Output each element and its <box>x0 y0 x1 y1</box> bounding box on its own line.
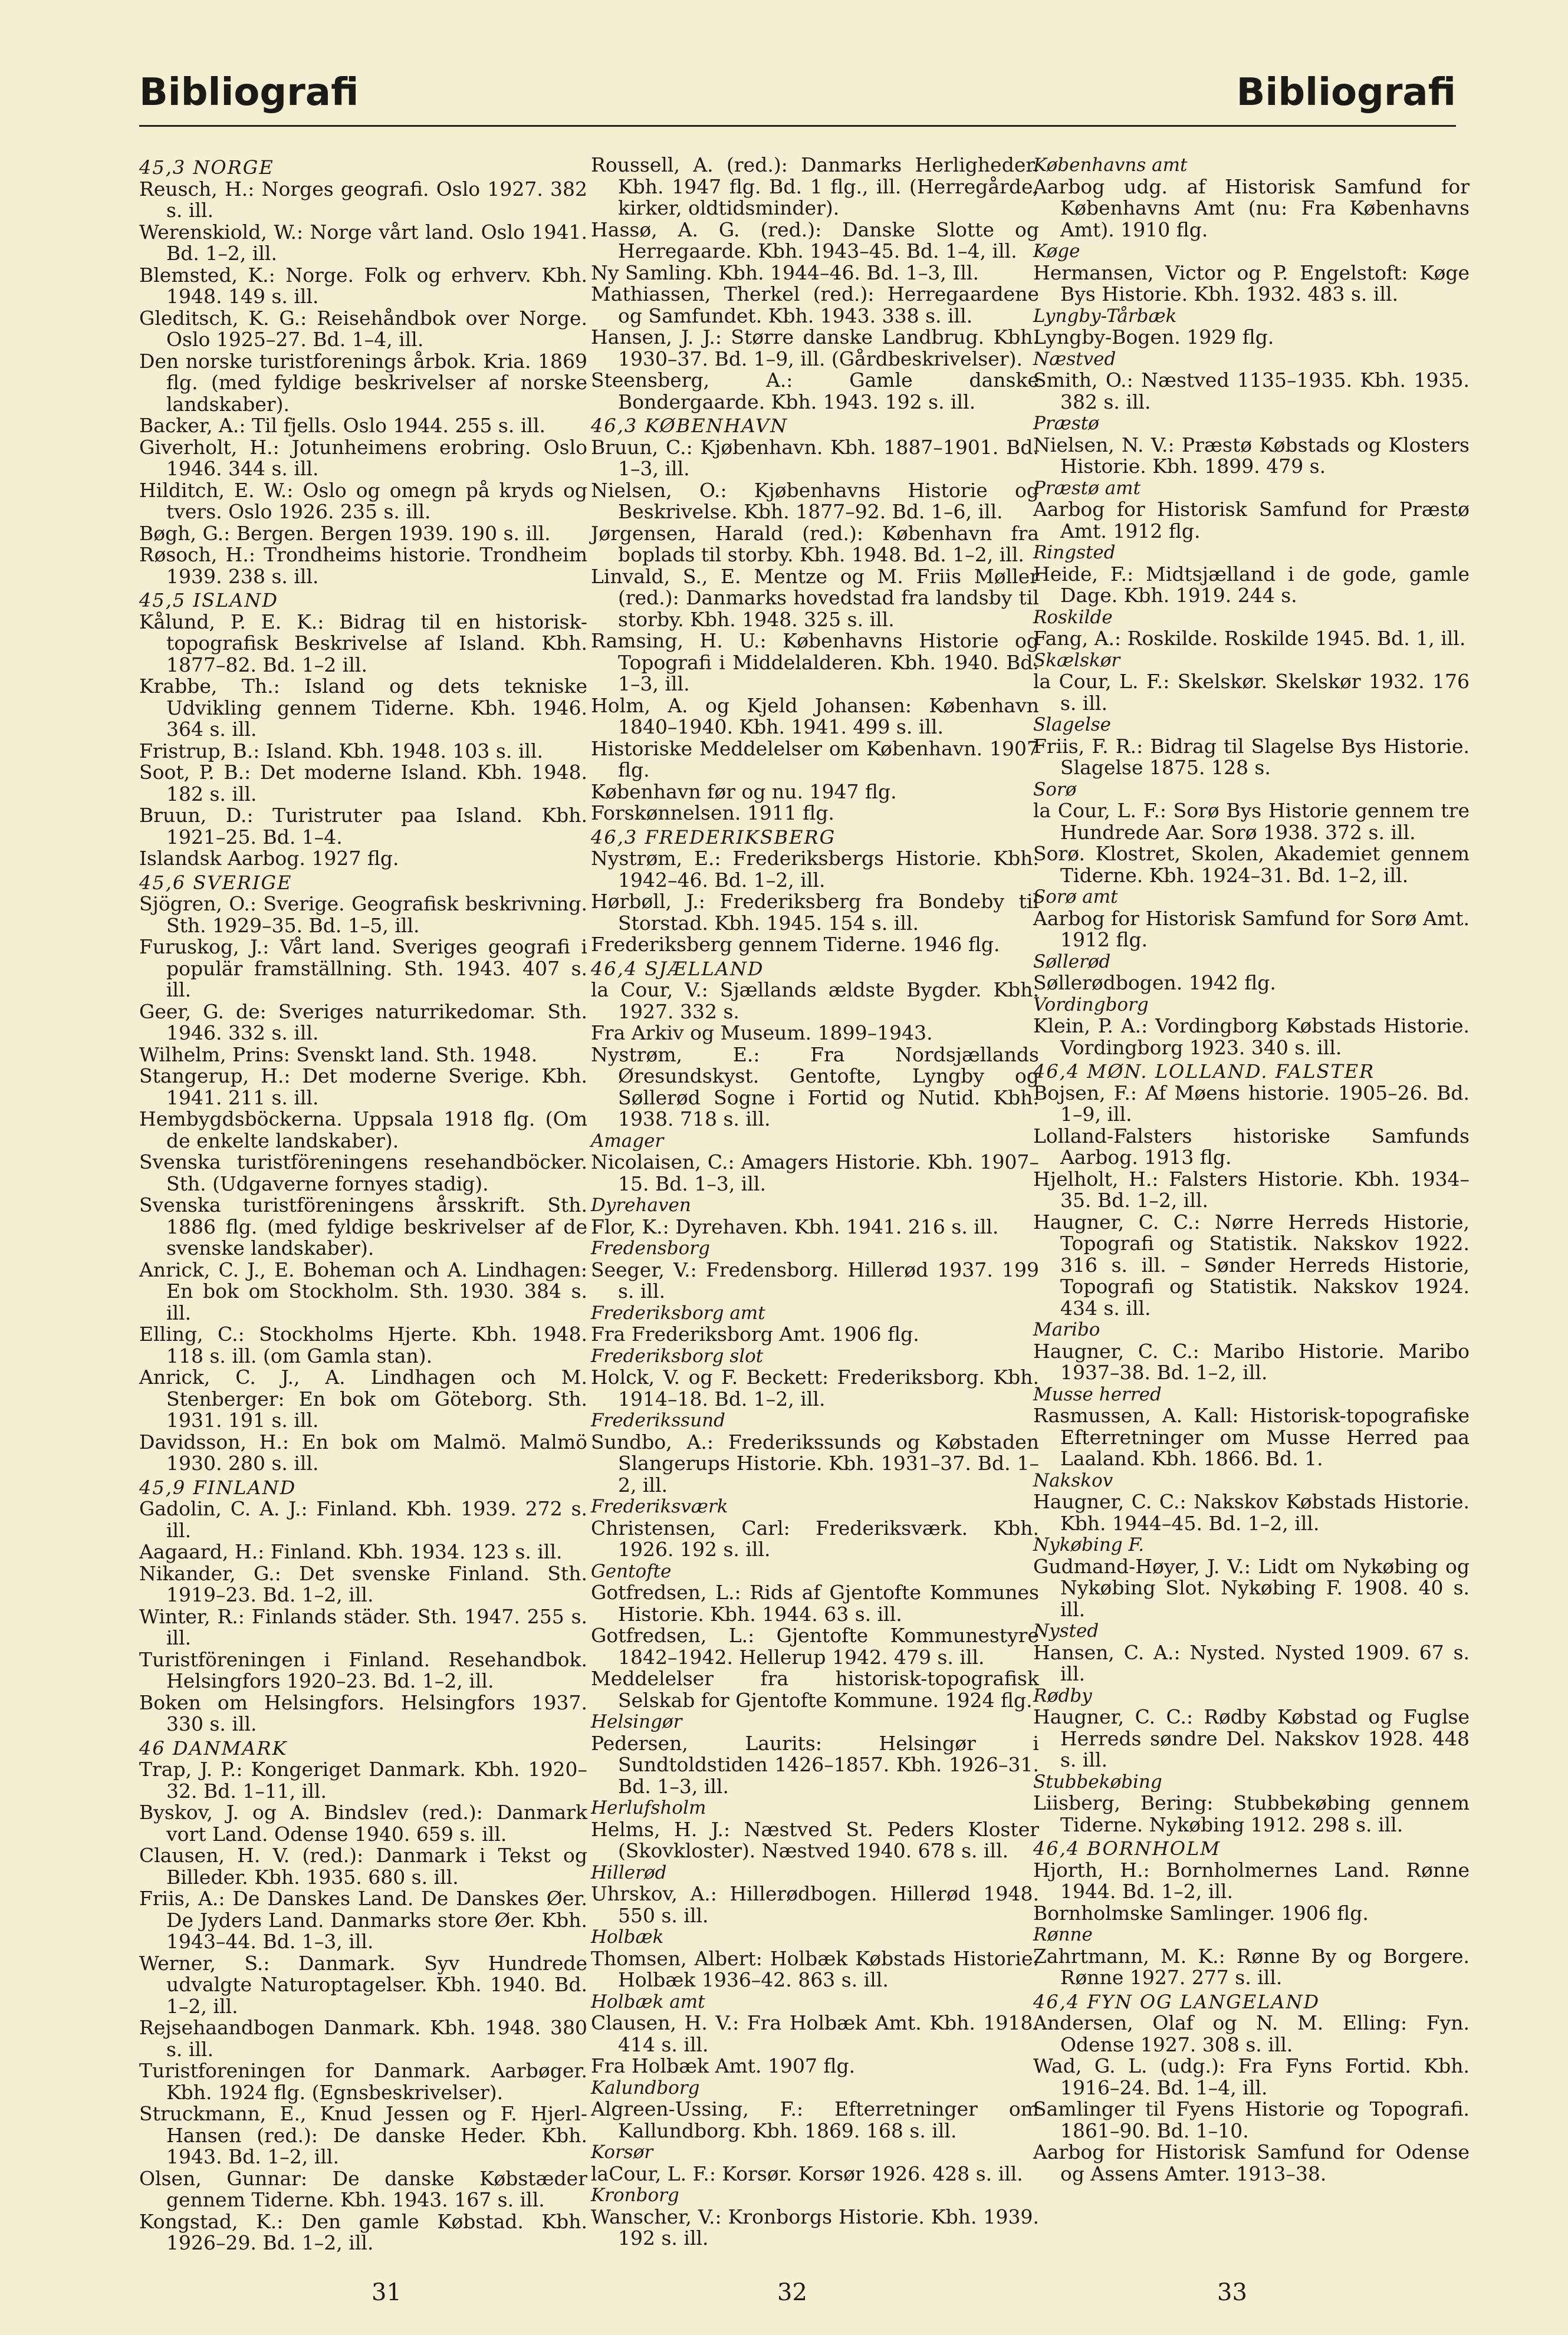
subsection-heading: Rønne <box>1033 1924 1093 1945</box>
page-number-31: 31 <box>372 2279 402 2306</box>
bibliography-entry: Soot, P. B.: Det moderne Island. Kbh. 1948. 182 s. ill. <box>139 761 587 805</box>
bibliography-entry: Aarbog udg. af Historisk Samfund for Københavns Amt (nu: Fra Københavns Amt). 1910 flg. <box>1033 175 1470 241</box>
bibliography-entry: Andersen, Olaf og N. M. Elling: Fyn. Odense 1927. 308 s. ill. <box>1033 2011 1470 2056</box>
bibliography-entry: Aarbog for Historisk Samfund for Sorø Amt. 1912 flg. <box>1033 906 1470 951</box>
header-rule <box>139 125 1456 127</box>
bibliography-entry: Boken om Helsingfors. Helsingfors 1937. 330 s. ill. <box>139 1691 587 1735</box>
bibliography-entry: Bøgh, G.: Bergen. Bergen 1939. 190 s. ill. <box>139 521 551 545</box>
bibliography-entry: Holm, A. og Kjeld Johansen: København 1840–1940. Kbh. 1941. 499 s. ill. <box>591 693 1039 738</box>
bibliography-entry: Rejsehaandbogen Danmark. Kbh. 1948. 380 s. ill. <box>139 2016 587 2061</box>
section-heading: 45,9 FINLAND <box>139 1476 297 1499</box>
section-heading: 46,3 FREDERIKSBERG <box>591 826 836 849</box>
bibliography-entry: Nystrøm, E.: Frederiksbergs Historie. Kbh. 1942–46. Bd. 1–2, ill. <box>591 847 1039 892</box>
bibliography-entry: Fang, A.: Roskilde. Roskilde 1945. Bd. 1, ill. <box>1033 627 1466 650</box>
bibliography-entry: Struckmann, E., Knud Jessen og F. Hjerl-Hansen (red.): De danske Heder. Kbh. 1943. Bd. 1–2, ill. <box>139 2102 587 2168</box>
bibliography-entry: Uhrskov, A.: Hillerødbogen. Hillerød 1948. 550 s. ill. <box>591 1882 1039 1927</box>
section-heading: 45,5 ISLAND <box>139 589 278 611</box>
subsection-heading: Frederikssund <box>591 1410 725 1431</box>
bibliography-entry: Nystrøm, E.: Fra Nordsjællands Øresundskyst. Gentofte, Lyngby og Søllerød Sogne i Fortid og Nutid. Kbh. 1938. 718 s. ill. <box>591 1042 1039 1130</box>
section-heading: 46,4 BORNHOLM <box>1033 1837 1221 1860</box>
running-title-left: Bibliografi <box>139 71 359 114</box>
bibliography-entry: Trap, J. P.: Kongeriget Danmark. Kbh. 1920–32. Bd. 1–11, ill. <box>139 1758 587 1803</box>
bibliography-entry: Fra Arkiv og Museum. 1899–1943. <box>591 1021 933 1044</box>
subsection-heading: Rødby <box>1033 1685 1092 1706</box>
bibliography-entry: Ny Samling. Kbh. 1944–46. Bd. 1–3, Ill. <box>591 261 979 284</box>
page-header <box>139 71 1456 130</box>
bibliography-entry: Nielsen, N. V.: Præstø Købstads og Klosters Historie. Kbh. 1899. 479 s. <box>1033 433 1470 478</box>
bibliography-entry: Klein, P. A.: Vordingborg Købstads Historie. Vordingborg 1923. 340 s. ill. <box>1033 1014 1470 1059</box>
bibliography-entry: Aagaard, H.: Finland. Kbh. 1934. 123 s. ill. <box>139 1540 563 1563</box>
bibliography-entry: Jørgensen, Harald (red.): København fra boplads til storby. Kbh. 1948. Bd. 1–2, ill. <box>591 521 1039 566</box>
subsection-heading: Holbæk amt <box>591 1991 705 2012</box>
bibliography-entry: Gadolin, C. A. J.: Finland. Kbh. 1939. 272 s. ill. <box>139 1497 587 1542</box>
bibliography-entry: Nikander, G.: Det svenske Finland. Sth. 1919–23. Bd. 1–2, ill. <box>139 1561 587 1606</box>
bibliography-entry: Svenska turistföreningens resehandböcker. Sth. (Udgaverne fornyes stadig). <box>139 1150 587 1195</box>
bibliography-entry: Friis, A.: De Danskes Land. De Danskes Øer. De Jyders Land. Danmarks store Øer. Kbh. 1943–44. Bd. 1–3, ill. <box>139 1887 587 1953</box>
bibliography-entry: Nielsen, O.: Kjøbenhavns Historie og Beskrivelse. Kbh. 1877–92. Bd. 1–6, ill. <box>591 478 1039 523</box>
subsection-heading: Nakskov <box>1033 1469 1113 1491</box>
bibliography-entry: Thomsen, Albert: Holbæk Købstads Historie. Holbæk 1936–42. 863 s. ill. <box>591 1946 1039 1991</box>
bibliography-entry: Aarbog for Historisk Samfund for Præstø Amt. 1912 flg. <box>1033 498 1470 542</box>
bibliography-entry: la Cour, V.: Sjællands ældste Bygder. Kbh. 1927. 332 s. <box>591 978 1039 1023</box>
subsection-heading: Præstø <box>1033 413 1099 434</box>
bibliography-entry: Friis, F. R.: Bidrag til Slagelse Bys Historie. Slagelse 1875. 128 s. <box>1033 734 1470 779</box>
subsection-heading: Køge <box>1033 241 1080 262</box>
bibliography-entry: Seeger, V.: Fredensborg. Hillerød 1937. 199 s. ill. <box>591 1258 1039 1303</box>
bibliography-entry: Haugner, C. C.: Nørre Herreds Historie, Topografi og Statistik. Nakskov 1922. 316 s. ill. – Sønder Herreds Historie, Topografi og Statistik. Nakskov 1924. 434 s. ill. <box>1033 1210 1470 1320</box>
bibliography-entry: Roussell, A. (red.): Danmarks Herligheder. Kbh. 1947 flg. Bd. 1 flg., ill. (Herregårde, kirker, oldtidsminder). <box>591 153 1039 219</box>
subsection-heading: Amager <box>591 1130 664 1152</box>
section-heading: 45,3 NORGE <box>139 156 274 179</box>
bibliography-entry: Meddelelser fra historisk-topografisk Selskab for Gjentofte Kommune. 1924 flg. <box>591 1667 1039 1712</box>
subsection-heading: Kronborg <box>591 2185 679 2206</box>
bibliography-entry: Haugner, C. C.: Rødby Købstad og Fuglse Herreds søndre Del. Nakskov 1928. 448 s. ill. <box>1033 1705 1470 1771</box>
bibliography-entry: Hembygdsböckerna. Uppsala 1918 flg. (Om de enkelte landskaber). <box>139 1107 587 1152</box>
subsection-heading: Gentofte <box>591 1560 672 1582</box>
page-number-32: 32 <box>777 2279 807 2306</box>
subsection-heading: Sorø <box>1033 778 1077 800</box>
bibliography-entry: Wilhelm, Prins: Svenskt land. Sth. 1948. <box>139 1042 538 1066</box>
page-number-33: 33 <box>1217 2279 1247 2306</box>
bibliography-entry: Sundbo, A.: Frederikssunds og Købstaden Slangerups Historie. Kbh. 1931–37. Bd. 1–2, ill. <box>591 1430 1039 1497</box>
bibliography-entry: Gudmand-Høyer, J. V.: Lidt om Nykøbing og Nykøbing Slot. Nykøbing F. 1908. 40 s. ill. <box>1033 1554 1470 1621</box>
section-heading: 46 DANMARK <box>139 1737 288 1760</box>
subsection-heading: Frederiksborg slot <box>591 1345 764 1367</box>
section-heading: 46,4 MØN. LOLLAND. FALSTER <box>1033 1060 1375 1083</box>
bibliography-entry: Haugner, C. C.: Nakskov Købstads Historie. Kbh. 1944–45. Bd. 1–2, ill. <box>1033 1490 1470 1535</box>
bibliography-entry: Hansen, C. A.: Nysted. Nysted 1909. 67 s. ill. <box>1033 1640 1470 1685</box>
bibliography-entry: Ramsing, H. U.: Københavns Historie og Topografi i Middelalderen. Kbh. 1940. Bd. 1–3, ill. <box>591 629 1039 695</box>
subsection-heading: Vordingborg <box>1033 994 1149 1015</box>
bibliography-entry: Heide, F.: Midtsjælland i de gode, gamle Dage. Kbh. 1919. 244 s. <box>1033 562 1470 607</box>
page-numbers <box>0 2279 1568 2314</box>
bibliography-entry: Den norske turistforenings årbok. Kria. 1869 flg. (med fyldige beskrivelser af norske landskaber). <box>139 349 587 416</box>
bibliography-entry: Rasmussen, A. Kall: Historisk-topografiske Efterretninger om Musse Herred paa Laaland. Kbh. 1866. Bd. 1. <box>1033 1404 1470 1470</box>
subsection-heading: Nykøbing F. <box>1033 1534 1145 1555</box>
bibliography-entry: Nicolaisen, C.: Amagers Historie. Kbh. 1907–15. Bd. 1–3, ill. <box>591 1150 1039 1195</box>
bibliography-entry: Hjelholt, H.: Falsters Historie. Kbh. 1934–35. Bd. 1–2, ill. <box>1033 1167 1470 1212</box>
subsection-heading: Kalundborg <box>591 2077 700 2099</box>
bibliography-entry: Frederiksberg gennem Tiderne. 1946 flg. <box>591 933 1000 956</box>
subsection-heading: Søllerød <box>1033 951 1111 972</box>
bibliography-entry: Søllerødbogen. 1942 flg. <box>1033 971 1276 994</box>
subsection-heading: Holbæk <box>591 1926 664 1948</box>
bibliography-entry: Anrick, C. J., A. Lindhagen och M. Stenberger: En bok om Göteborg. Sth. 1931. 191 s. ill. <box>139 1366 587 1432</box>
bibliography-entry: Forskønnelsen. 1911 flg. <box>591 801 834 824</box>
bibliography-entry: Reusch, H.: Norges geografi. Oslo 1927. 382 s. ill. <box>139 177 587 222</box>
subsection-heading: Fredensborg <box>591 1238 710 1259</box>
bibliography-entry: Historiske Meddelelser om København. 1907 flg. <box>591 736 1039 781</box>
bibliography-entry: Linvald, S., E. Mentze og M. Friis Møller (red.): Danmarks hovedstad fra landsby til storby. Kbh. 1948. 325 s. ill. <box>591 564 1039 631</box>
bibliography-entry: Lyngby-Bogen. 1929 flg. <box>1033 325 1274 348</box>
bibliography-entry: Helms, H. J.: Næstved St. Peders Kloster (Skovkloster). Næstved 1940. 678 s. ill. <box>591 1817 1039 1862</box>
bibliography-entry: Stangerup, H.: Det moderne Sverige. Kbh. 1941. 211 s. ill. <box>139 1064 587 1109</box>
subsection-heading: Slagelse <box>1033 714 1111 735</box>
subsection-heading: Maribo <box>1033 1319 1100 1340</box>
bibliography-entry: Fra Frederiksborg Amt. 1906 flg. <box>591 1323 919 1346</box>
bibliography-entry: Steensberg, A.: Gamle danske Bondergaarde. Kbh. 1943. 192 s. ill. <box>591 369 1039 413</box>
bibliography-entry: Bornholmske Samlinger. 1906 flg. <box>1033 1901 1369 1925</box>
bibliography-entry: Haugner, C. C.: Maribo Historie. Maribo 1937–38. Bd. 1–2, ill. <box>1033 1339 1470 1384</box>
bibliography-entry: Christensen, Carl: Frederiksværk. Kbh. 1926. 192 s. ill. <box>591 1516 1039 1561</box>
bibliography-entry: Hassø, A. G. (red.): Danske Slotte og Herregaarde. Kbh. 1943–45. Bd. 1–4, ill. <box>591 218 1039 262</box>
bibliography-entry: Werenskiold, W.: Norge vårt land. Oslo 1941. Bd. 1–2, ill. <box>139 220 587 265</box>
subsection-heading: Ringsted <box>1033 542 1116 563</box>
bibliography-entry: la Cour, L. F.: Sorø Bys Historie gennem tre Hundrede Aar. Sorø 1938. 372 s. ill. <box>1033 799 1470 844</box>
bibliography-entry: Hørbøll, J.: Frederiksberg fra Bondeby til Storstad. Kbh. 1945. 154 s. ill. <box>591 890 1039 935</box>
running-title-right: Bibliografi <box>1236 71 1456 114</box>
bibliography-entry: København før og nu. 1947 flg. <box>591 780 897 803</box>
bibliography-entry: Aarbog for Historisk Samfund for Odense og Assens Amter. 1913–38. <box>1033 2140 1470 2185</box>
bibliography-entry: Bojsen, F.: Af Møens historie. 1905–26. Bd. 1–9, ill. <box>1033 1081 1470 1126</box>
bibliography-entry: Liisberg, Bering: Stubbekøbing gennem Tiderne. Nykøbing 1912. 298 s. ill. <box>1033 1791 1470 1836</box>
bibliography-entry: Gotfredsen, L.: Gjentofte Kommunestyre 1842–1942. Hellerup 1942. 479 s. ill. <box>591 1624 1039 1669</box>
bibliography-entry: Mathiassen, Therkel (red.): Herregaardene og Samfundet. Kbh. 1943. 338 s. ill. <box>591 282 1039 327</box>
bibliography-entry: Anrick, C. J., E. Boheman och A. Lindhagen: En bok om Stockholm. Sth. 1930. 384 s. ill. <box>139 1258 587 1324</box>
subsection-heading: Næstved <box>1033 348 1116 370</box>
subsection-heading: Musse herred <box>1033 1383 1162 1405</box>
subsection-heading: Roskilde <box>1033 606 1113 628</box>
column-3 <box>1033 154 1470 2185</box>
bibliography-entry: Fristrup, B.: Island. Kbh. 1948. 103 s. ill. <box>139 739 543 762</box>
subsection-heading: Hillerød <box>591 1862 667 1883</box>
bibliography-entry: Lolland-Falsters historiske Samfunds Aarbog. 1913 flg. <box>1033 1124 1470 1169</box>
column-1 <box>139 154 587 2254</box>
column-2 <box>591 154 1039 2250</box>
bibliography-entry: Gleditsch, K. G.: Reisehåndbok over Norge. Oslo 1925–27. Bd. 1–4, ill. <box>139 306 587 351</box>
section-heading: 46,4 SJÆLLAND <box>591 957 764 980</box>
bibliography-entry: Zahrtmann, M. K.: Rønne By og Borgere. Rønne 1927. 277 s. ill. <box>1033 1944 1470 1989</box>
bibliography-entry: Clausen, H. V. (red.): Danmark i Tekst og Billeder. Kbh. 1935. 680 s. ill. <box>139 1844 587 1889</box>
bibliography-entry: Sorø. Klostret, Skolen, Akademiet gennem Tiderne. Kbh. 1924–31. Bd. 1–2, ill. <box>1033 842 1470 887</box>
bibliography-entry: Winter, R.: Finlands städer. Sth. 1947. 255 s. ill. <box>139 1604 587 1649</box>
subsection-heading: Frederiksborg amt <box>591 1302 765 1324</box>
bibliography-entry: Smith, O.: Næstved 1135–1935. Kbh. 1935. 382 s. ill. <box>1033 369 1470 413</box>
section-heading: 46,3 KØBENHAVN <box>591 415 788 437</box>
bibliography-entry: Algreen-Ussing, F.: Efterretninger om Kallundborg. Kbh. 1869. 168 s. ill. <box>591 2097 1039 2142</box>
bibliography-entry: Hjorth, H.: Bornholmernes Land. Rønne 1944. Bd. 1–2, ill. <box>1033 1858 1470 1903</box>
bibliography-entry: Blemsted, K.: Norge. Folk og erhverv. Kbh. 1948. 149 s. ill. <box>139 263 587 308</box>
bibliography-entry: Flor, K.: Dyrehaven. Kbh. 1941. 216 s. ill. <box>591 1215 999 1238</box>
section-heading: 46,4 FYN OG LANGELAND <box>1033 1990 1320 2013</box>
subsection-heading: Præstø amt <box>1033 477 1141 499</box>
bibliography-entry: Turistföreningen i Finland. Resehandbok. Helsingfors 1920–23. Bd. 1–2, ill. <box>139 1647 587 1692</box>
bibliography-entry: Davidsson, H.: En bok om Malmö. Malmö 1930. 280 s. ill. <box>139 1430 587 1475</box>
bibliography-entry: Turistforeningen for Danmark. Aarbøger. Kbh. 1924 flg. (Egnsbeskrivelser). <box>139 2059 587 2104</box>
bibliography-entry: Krabbe, Th.: Island og dets tekniske Udvikling gennem Tiderne. Kbh. 1946. 364 s. ill. <box>139 675 587 741</box>
bibliography-entry: Geer, G. de: Sveriges naturrikedomar. Sth. 1946. 332 s. ill. <box>139 999 587 1044</box>
bibliography-entry: Svenska turistföreningens årsskrift. Sth. 1886 flg. (med fyldige beskrivelser af de svenske landskaber). <box>139 1193 587 1259</box>
subsection-heading: Herlufsholm <box>591 1797 706 1818</box>
bibliography-entry: Bruun, C.: Kjøbenhavn. Kbh. 1887–1901. Bd. 1–3, ill. <box>591 435 1039 480</box>
bibliography-entry: Byskov, J. og A. Bindslev (red.): Danmark vort Land. Odense 1940. 659 s. ill. <box>139 1801 587 1846</box>
bibliography-entry: Bruun, D.: Turistruter paa Island. Kbh. 1921–25. Bd. 1–4. <box>139 804 587 849</box>
subsection-heading: Helsingør <box>591 1711 682 1732</box>
bibliography-entry: Pedersen, Laurits: Helsingør i Sundtoldstiden 1426–1857. Kbh. 1926–31. Bd. 1–3, ill. <box>591 1731 1039 1798</box>
bibliography-entry: Wad, G. L. (udg.): Fra Fyns Fortid. Kbh. 1916–24. Bd. 1–4, ill. <box>1033 2054 1470 2099</box>
bibliography-entry: Sjögren, O.: Sverige. Geografisk beskrivning. Sth. 1929–35. Bd. 1–5, ill. <box>139 892 587 937</box>
bibliography-entry: la Cour, L. F.: Skelskør. Skelskør 1932. 176 s. ill. <box>1033 670 1470 715</box>
subsection-heading: Frederiksværk <box>591 1496 728 1517</box>
bibliography-entry: Elling, C.: Stockholms Hjerte. Kbh. 1948. 118 s. ill. (om Gamla stan). <box>139 1323 587 1367</box>
subsection-heading: Dyrehaven <box>591 1195 691 1216</box>
bibliography-entry: Kålund, P. E. K.: Bidrag til en historisk-topografisk Beskrivelse af Island. Kbh. 1877–82. Bd. 1–2 ill. <box>139 610 587 676</box>
bibliography-entry: Hermansen, Victor og P. Engelstoft: Køge Bys Historie. Kbh. 1932. 483 s. ill. <box>1033 261 1470 305</box>
bibliography-entry: Backer, A.: Til fjells. Oslo 1944. 255 s. ill. <box>139 414 546 437</box>
bibliography-entry: Gotfredsen, L.: Rids af Gjentofte Kommunes Historie. Kbh. 1944. 63 s. ill. <box>591 1581 1039 1626</box>
bibliography-entry: Furuskog, J.: Vårt land. Sveriges geografi i populär framställning. Sth. 1943. 407 s. ill. <box>139 935 587 1001</box>
bibliography-entry: Giverholt, H.: Jotunheimens erobring. Oslo 1946. 344 s. ill. <box>139 435 587 480</box>
bibliography-entry: Wanscher, V.: Kronborgs Historie. Kbh. 1939. 192 s. ill. <box>591 2205 1039 2250</box>
bibliography-entry: Røsoch, H.: Trondheims historie. Trondheim 1939. 238 s. ill. <box>139 543 587 588</box>
bibliography-entry: Islandsk Aarbog. 1927 flg. <box>139 847 399 870</box>
bibliography-entry: Fra Holbæk Amt. 1907 flg. <box>591 2054 856 2077</box>
bibliography-entry: laCour, L. F.: Korsør. Korsør 1926. 428 s. ill. <box>591 2162 1023 2185</box>
subsection-heading: Sorø amt <box>1033 886 1118 907</box>
subsection-heading: Københavns amt <box>1033 154 1188 176</box>
bibliography-entry: Holck, V. og F. Beckett: Frederiksborg. Kbh. 1914–18. Bd. 1–2, ill. <box>591 1366 1039 1410</box>
bibliography-entry: Clausen, H. V.: Fra Holbæk Amt. Kbh. 1918. 414 s. ill. <box>591 2011 1039 2056</box>
subsection-heading: Skælskør <box>1033 649 1120 671</box>
section-heading: 45,6 SVERIGE <box>139 871 292 894</box>
subsection-heading: Nysted <box>1033 1620 1099 1642</box>
bibliography-entry: Olsen, Gunnar: De danske Købstæder gennem Tiderne. Kbh. 1943. 167 s. ill. <box>139 2166 587 2211</box>
bibliography-entry: Hilditch, E. W.: Oslo og omegn på kryds og tvers. Oslo 1926. 235 s. ill. <box>139 478 587 523</box>
bibliography-entry: Kongstad, K.: Den gamle Købstad. Kbh. 1926–29. Bd. 1–2, ill. <box>139 2209 587 2254</box>
subsection-heading: Stubbekøbing <box>1033 1771 1162 1793</box>
bibliography-entry: Hansen, J. J.: Større danske Landbrug. Kbh. 1930–37. Bd. 1–9, ill. (Gårdbeskrivelser). <box>591 325 1039 370</box>
subsection-heading: Lyngby-Tårbæk <box>1033 305 1177 327</box>
bibliography-entry: Werner, S.: Danmark. Syv Hundrede udvalgte Naturoptagelser. Kbh. 1940. Bd. 1–2, ill. <box>139 1951 587 2018</box>
bibliography-entry: Samlinger til Fyens Historie og Topografi. 1861–90. Bd. 1–10. <box>1033 2097 1470 2142</box>
subsection-heading: Korsør <box>591 2142 653 2163</box>
